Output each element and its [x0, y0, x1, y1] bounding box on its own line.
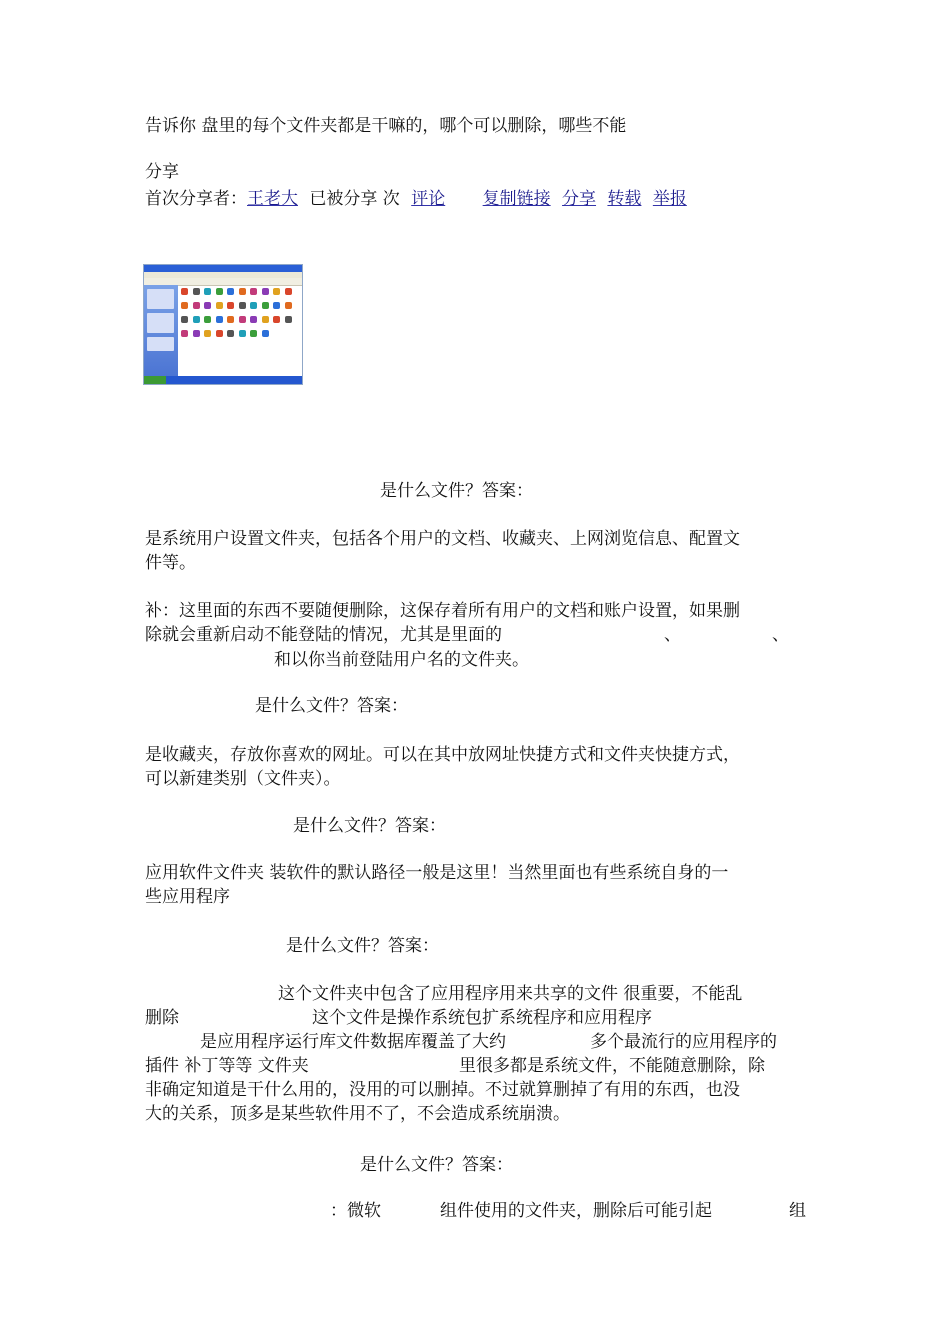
explorer-file-icon [285, 316, 292, 323]
section-4-line-4b: 里很多都是系统文件，不能随意删除，除 [459, 1056, 765, 1076]
sharer-name-link[interactable]: 王老大 [247, 189, 298, 209]
explorer-file-icon [216, 316, 223, 323]
explorer-file-icon [193, 302, 200, 309]
share-label: 分享 [145, 162, 179, 182]
section-2-line-2: 可以新建类别（文件夹）。 [145, 769, 341, 789]
explorer-file-icon [181, 302, 188, 309]
section-5-line-1c: 组 [789, 1201, 806, 1221]
explorer-file-icon [250, 330, 257, 337]
explorer-file-icon [204, 288, 211, 295]
section-1-heading: 是什么文件？答案： [380, 481, 533, 501]
section-4-line-3b: 多个最流行的应用程序的 [590, 1032, 777, 1052]
explorer-file-icon [181, 288, 188, 295]
explorer-file-icon [273, 302, 280, 309]
section-1-line-1: 是系统用户设置文件夹，包括各个用户的文档、收藏夹、上网浏览信息、配置文 [145, 529, 740, 549]
section-2-heading: 是什么文件？答案： [255, 696, 408, 716]
shared-count: 已被分享 次 [309, 189, 400, 209]
section-5-heading: 是什么文件？答案： [360, 1155, 513, 1175]
explorer-file-icon [262, 316, 269, 323]
comment-link[interactable]: 评论 [411, 189, 446, 209]
explorer-file-icon [216, 330, 223, 337]
explorer-file-icon [285, 288, 292, 295]
section-1-line-5: 和以你当前登陆用户名的文件夹。 [274, 650, 529, 670]
first-sharer-label: 首次分享者： [145, 189, 247, 209]
section-5-line-1a: ：微软 [330, 1201, 381, 1221]
explorer-file-icon [250, 316, 257, 323]
section-5-line-1b: 组件使用的文件夹，删除后可能引起 [440, 1201, 712, 1221]
report-link[interactable]: 举报 [652, 189, 687, 209]
section-3-heading: 是什么文件？答案： [293, 816, 446, 836]
section-4-heading: 是什么文件？答案： [286, 936, 439, 956]
explorer-file-icon [204, 330, 211, 337]
explorer-file-icon [250, 288, 257, 295]
explorer-file-icon [216, 302, 223, 309]
explorer-file-icon [193, 316, 200, 323]
explorer-file-icon [227, 302, 234, 309]
explorer-file-icon [227, 330, 234, 337]
explorer-file-icon [273, 288, 280, 295]
explorer-file-icon [285, 302, 292, 309]
explorer-file-icon [227, 288, 234, 295]
share-link[interactable]: 分享 [562, 189, 597, 209]
repost-link[interactable]: 转载 [607, 189, 642, 209]
section-2-line-1: 是收藏夹，存放你喜欢的网址。可以在其中放网址快捷方式和文件夹快捷方式， [145, 745, 740, 765]
section-4-line-2b: 这个文件是操作系统包扩系统程序和应用程序 [312, 1008, 652, 1028]
explorer-file-icon [239, 302, 246, 309]
explorer-file-icon [262, 330, 269, 337]
explorer-file-icon [239, 288, 246, 295]
section-3-line-2: 些应用程序 [145, 887, 230, 907]
explorer-file-icon [262, 288, 269, 295]
section-3-line-1: 应用软件文件夹 装软件的默认路径一般是这里！当然里面也有些系统自身的一 [145, 863, 729, 883]
section-4-line-1: 这个文件夹中包含了应用程序用来共享的文件 很重要，不能乱 [278, 984, 743, 1004]
section-1-comma-2: 、 [772, 625, 789, 645]
explorer-file-icon [273, 316, 280, 323]
explorer-file-icon [181, 330, 188, 337]
explorer-file-icon [239, 316, 246, 323]
copy-link-link[interactable]: 复制链接 [482, 189, 551, 209]
section-4-line-4a: 插件 补丁等等 文件夹 [145, 1056, 309, 1076]
share-bar [145, 187, 687, 211]
explorer-file-icon [262, 302, 269, 309]
explorer-file-icon [216, 288, 223, 295]
explorer-file-icon [204, 316, 211, 323]
explorer-file-icon [193, 330, 200, 337]
section-1-line-4: 除就会重新启动不能登陆的情况，尤其是里面的 [145, 625, 502, 645]
explorer-file-icon [250, 302, 257, 309]
section-4-line-2a: 删除 [145, 1008, 179, 1028]
section-4-line-3a: 是应用程序运行库文件数据库覆盖了大约 [200, 1032, 506, 1052]
windows-explorer-screenshot-icon [143, 264, 303, 385]
section-1-line-2: 件等。 [145, 553, 196, 573]
explorer-file-icon [227, 316, 234, 323]
section-1-comma-1: 、 [664, 625, 681, 645]
section-4-line-6: 大的关系，顶多是某些软件用不了，不会造成系统崩溃。 [145, 1104, 570, 1124]
explorer-file-icon [239, 330, 246, 337]
section-1-line-3: 补：这里面的东西不要随便删除，这保存着所有用户的文档和账户设置，如果删 [145, 601, 740, 621]
section-4-line-5: 非确定知道是干什么用的，没用的可以删掉。不过就算删掉了有用的东西，也没 [145, 1080, 740, 1100]
explorer-file-icon [204, 302, 211, 309]
explorer-file-icon [193, 288, 200, 295]
explorer-file-icon [181, 316, 188, 323]
page-title: 告诉你 盘里的每个文件夹都是干嘛的，哪个可以删除，哪些不能 [145, 116, 627, 136]
